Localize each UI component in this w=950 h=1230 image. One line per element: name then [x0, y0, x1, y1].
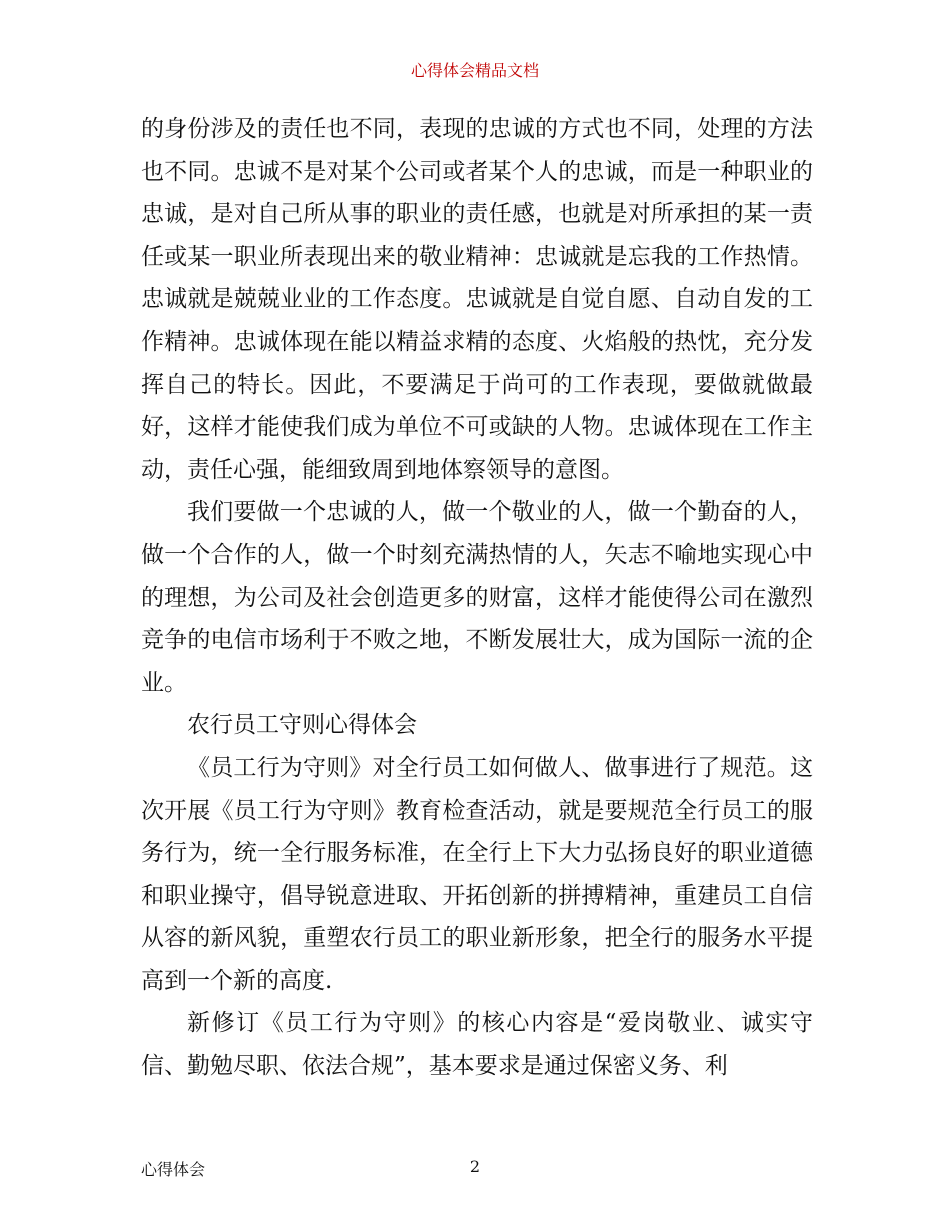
- paragraph: 我们要做一个忠诚的人，做一个敬业的人，做一个勤奋的人，做一个合作的人，做一个时刻充满热情的人，矢志不喻地实现心中的理想，为公司及社会创造更多的财富，这样才能使得公司在激烈竞争的电信市场利于不败之地，不断发展壮大，成为国际一流的企业。: [141, 499, 813, 696]
- paragraph: 《员工行为守则》对全行员工如何做人、做事进行了规范。这次开展《员工行为守则》教育检查活动，就是要规范全行员工的服务行为，统一全行服务标准，在全行上下大力弘扬良好的职业道德和职业操守，倡导锐意进取、开拓创新的拼搏精神，重建员工自信从容的新风貌，重塑农行员工的职业新形象，把全行的服务水平提高到一个新的高度.: [141, 754, 813, 994]
- section-title: 农行员工守则心得体会: [187, 712, 417, 739]
- page-header: 心得体会精品文档: [410, 61, 539, 80]
- paragraph-continuation: 的身份涉及的责任也不同，表现的忠诚的方式也不同，处理的方法也不同。忠诚不是对某个公司或者某个人的忠诚，而是一种职业的忠诚，是对自己所从事的职业的责任感，也就是对所承担的某一责任或某一职业所表现出来的敬业精神：忠诚就是忘我的工作热情。忠诚就是兢兢业业的工作态度。忠诚就是自觉自愿、自动自发的工作精神。忠诚体现在能以精益求精的态度、火焰般的热忱，充分发挥自己的特长。因此，不要满足于尚可的工作表现，要做就做最好，这样才能使我们成为单位不可或缺的人物。忠诚体现在工作主动，责任心强，能细致周到地体察领导的意图。: [141, 116, 813, 483]
- page-number: 2: [469, 1157, 481, 1176]
- paragraph: 新修订《员工行为守则》的核心内容是“爱岗敬业、诚实守信、勤勉尽职、依法合规”，基本要求是通过保密义务、利: [141, 1010, 813, 1080]
- document-body: [141, 108, 813, 1088]
- footer-label: 心得体会: [141, 1160, 206, 1179]
